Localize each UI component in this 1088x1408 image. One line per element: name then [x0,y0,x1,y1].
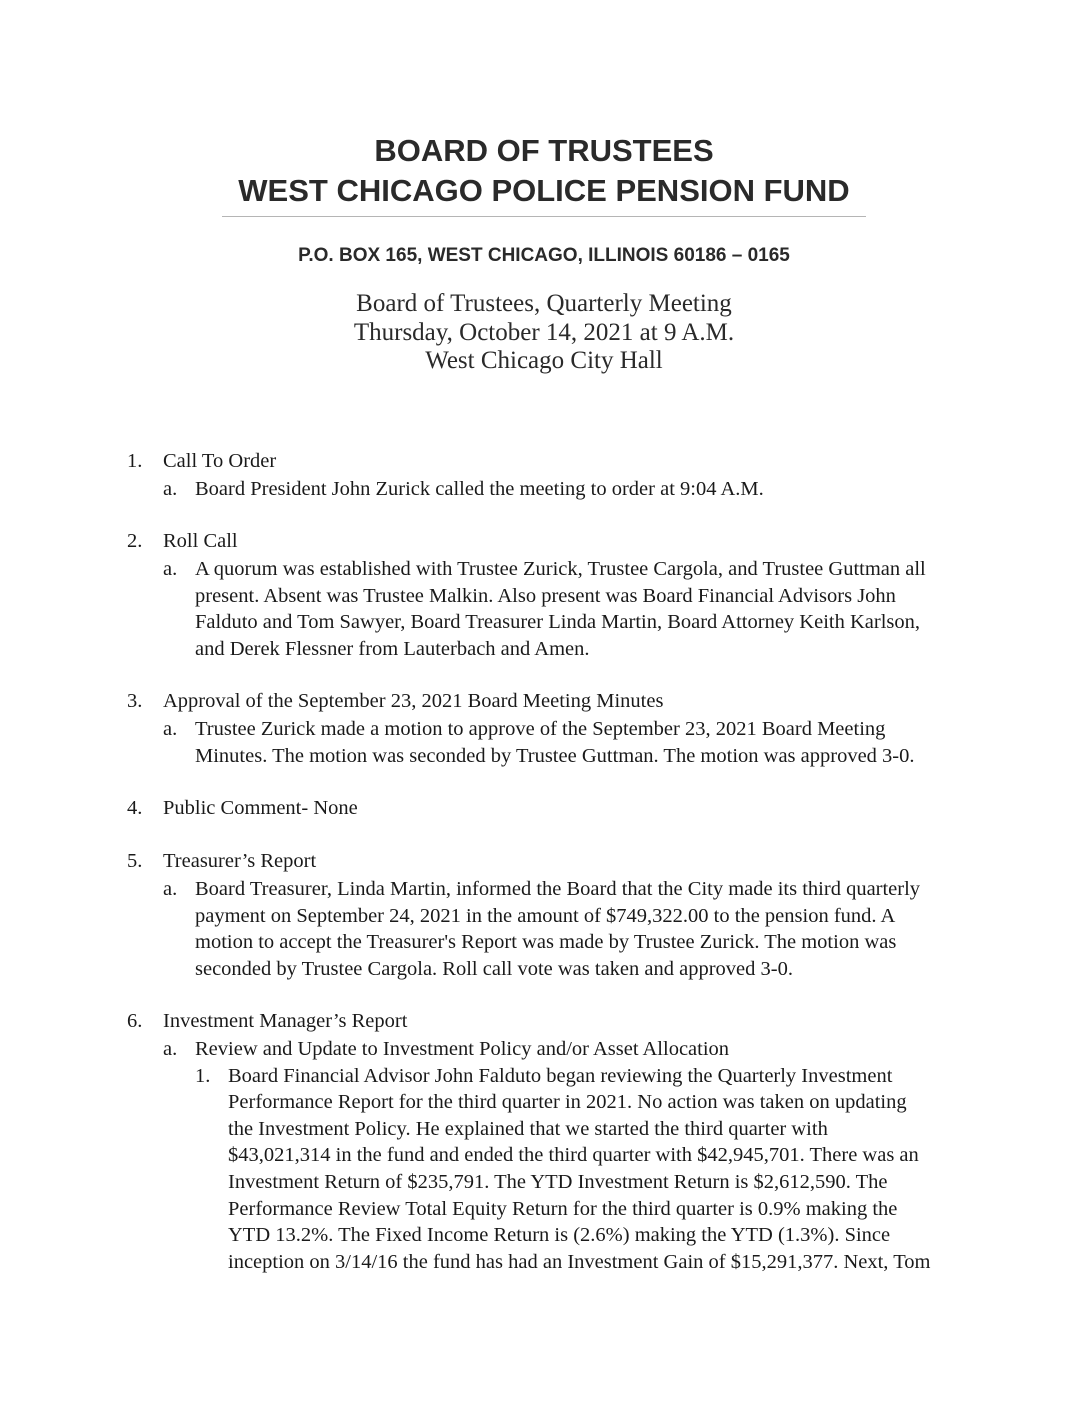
agenda-item-title: Approval of the September 23, 2021 Board Meeting Minutes [163,690,664,712]
agenda-subitem-line: Board Treasurer, Linda Martin, informed the Board that the City made its third quarterly [195,878,921,900]
agenda-subitem-line: motion to accept the Treasurer's Report was made by Trustee Zurick. The motion was [195,931,897,954]
agenda-subsubitem-line: inception on 3/14/16 the fund has had an Investment Gain of $15,291,377. Next, Tom [228,1250,931,1273]
agenda-subsubitem-line: Board Financial Advisor John Falduto began reviewing the Quarterly Investment [228,1064,893,1087]
agenda-subsubitem-line: the Investment Policy. He explained that we started the third quarter with [228,1117,828,1140]
agenda-item-title: Roll Call [163,530,238,552]
agenda-subitem-line: payment on September 24, 2021 in the amount of $749,322.00 to the pension fund. A [195,904,896,927]
agenda-subitem-marker: a. [163,1038,178,1060]
agenda-subitem-line: Minutes. The motion was seconded by Trustee Guttman. The motion was approved 3-0. [195,744,915,767]
agenda-subsubitem-line: Performance Review Total Equity Return for the third quarter is 0.9% making the [228,1197,898,1220]
agenda-subsubitem-line: Investment Return of $235,791. The YTD Investment Return is $2,612,590. The [228,1171,888,1193]
agenda-subsubitem-line: $43,021,314 in the fund and ended the third quarter with $42,945,701. There was an [228,1144,919,1167]
meeting-name: Board of Trustees, Quarterly Meeting [356,290,732,317]
agenda-subitem-line: Falduto and Tom Sawyer, Board Treasurer Linda Martin, Board Attorney Keith Karlson, [195,611,920,634]
agenda-subitem-marker: a. [163,878,178,900]
agenda-subitem-marker: a. [163,558,178,580]
header-divider [222,216,866,217]
agenda-subitem-line: present. Absent was Trustee Malkin. Also present was Board Financial Advisors John [195,584,896,607]
agenda-subitem-line: seconded by Trustee Cargola. Roll call vote was taken and approved 3-0. [195,957,793,980]
agenda-subitem-line: A quorum was established with Trustee Zurick, Trustee Cargola, and Trustee Guttman all [195,558,926,580]
agenda-subsubitem-line: Performance Report for the third quarter in 2021. No action was taken on updating [228,1091,907,1114]
agenda-subsubitem-marker: 1. [195,1064,211,1087]
agenda-subitem-line: Board President John Zurick called the meeting to order at 9:04 A.M. [195,478,764,500]
address-line: P.O. BOX 165, WEST CHICAGO, ILLINOIS 60186 – 0165 [298,245,790,266]
agenda-subitem-line: and Derek Flessner from Lauterbach and Amen. [195,637,590,660]
agenda-item-title: Public Comment- None [163,797,358,819]
agenda-subitem-line: Trustee Zurick made a motion to approve of the September 23, 2021 Board Meeting [195,718,886,740]
agenda-item-number: 6. [127,1010,143,1032]
agenda-item-title: Treasurer’s Report [163,850,317,872]
agenda-item-number: 5. [127,850,143,872]
agenda-subitem-marker: a. [163,718,178,740]
document-title-line1: BOARD OF TRUSTEES [374,133,714,168]
agenda-item-number: 3. [127,690,143,712]
agenda-item-number: 4. [127,797,143,819]
agenda-subsubitem-line: YTD 13.2%. The Fixed Income Return is (2.6%) making the YTD (1.3%). Since [228,1224,891,1247]
document-title-line2: WEST CHICAGO POLICE PENSION FUND [238,173,850,208]
agenda-subitem-marker: a. [163,478,178,500]
agenda-item-number: 1. [127,450,143,472]
agenda-item-title: Investment Manager’s Report [163,1010,408,1032]
agenda-item-number: 2. [127,530,143,552]
meeting-location: West Chicago City Hall [425,347,663,374]
agenda-item-title: Call To Order [163,450,277,472]
agenda-subitem-line: Review and Update to Investment Policy and/or Asset Allocation [195,1038,730,1060]
meeting-date: Thursday, October 14, 2021 at 9 A.M. [353,319,735,346]
